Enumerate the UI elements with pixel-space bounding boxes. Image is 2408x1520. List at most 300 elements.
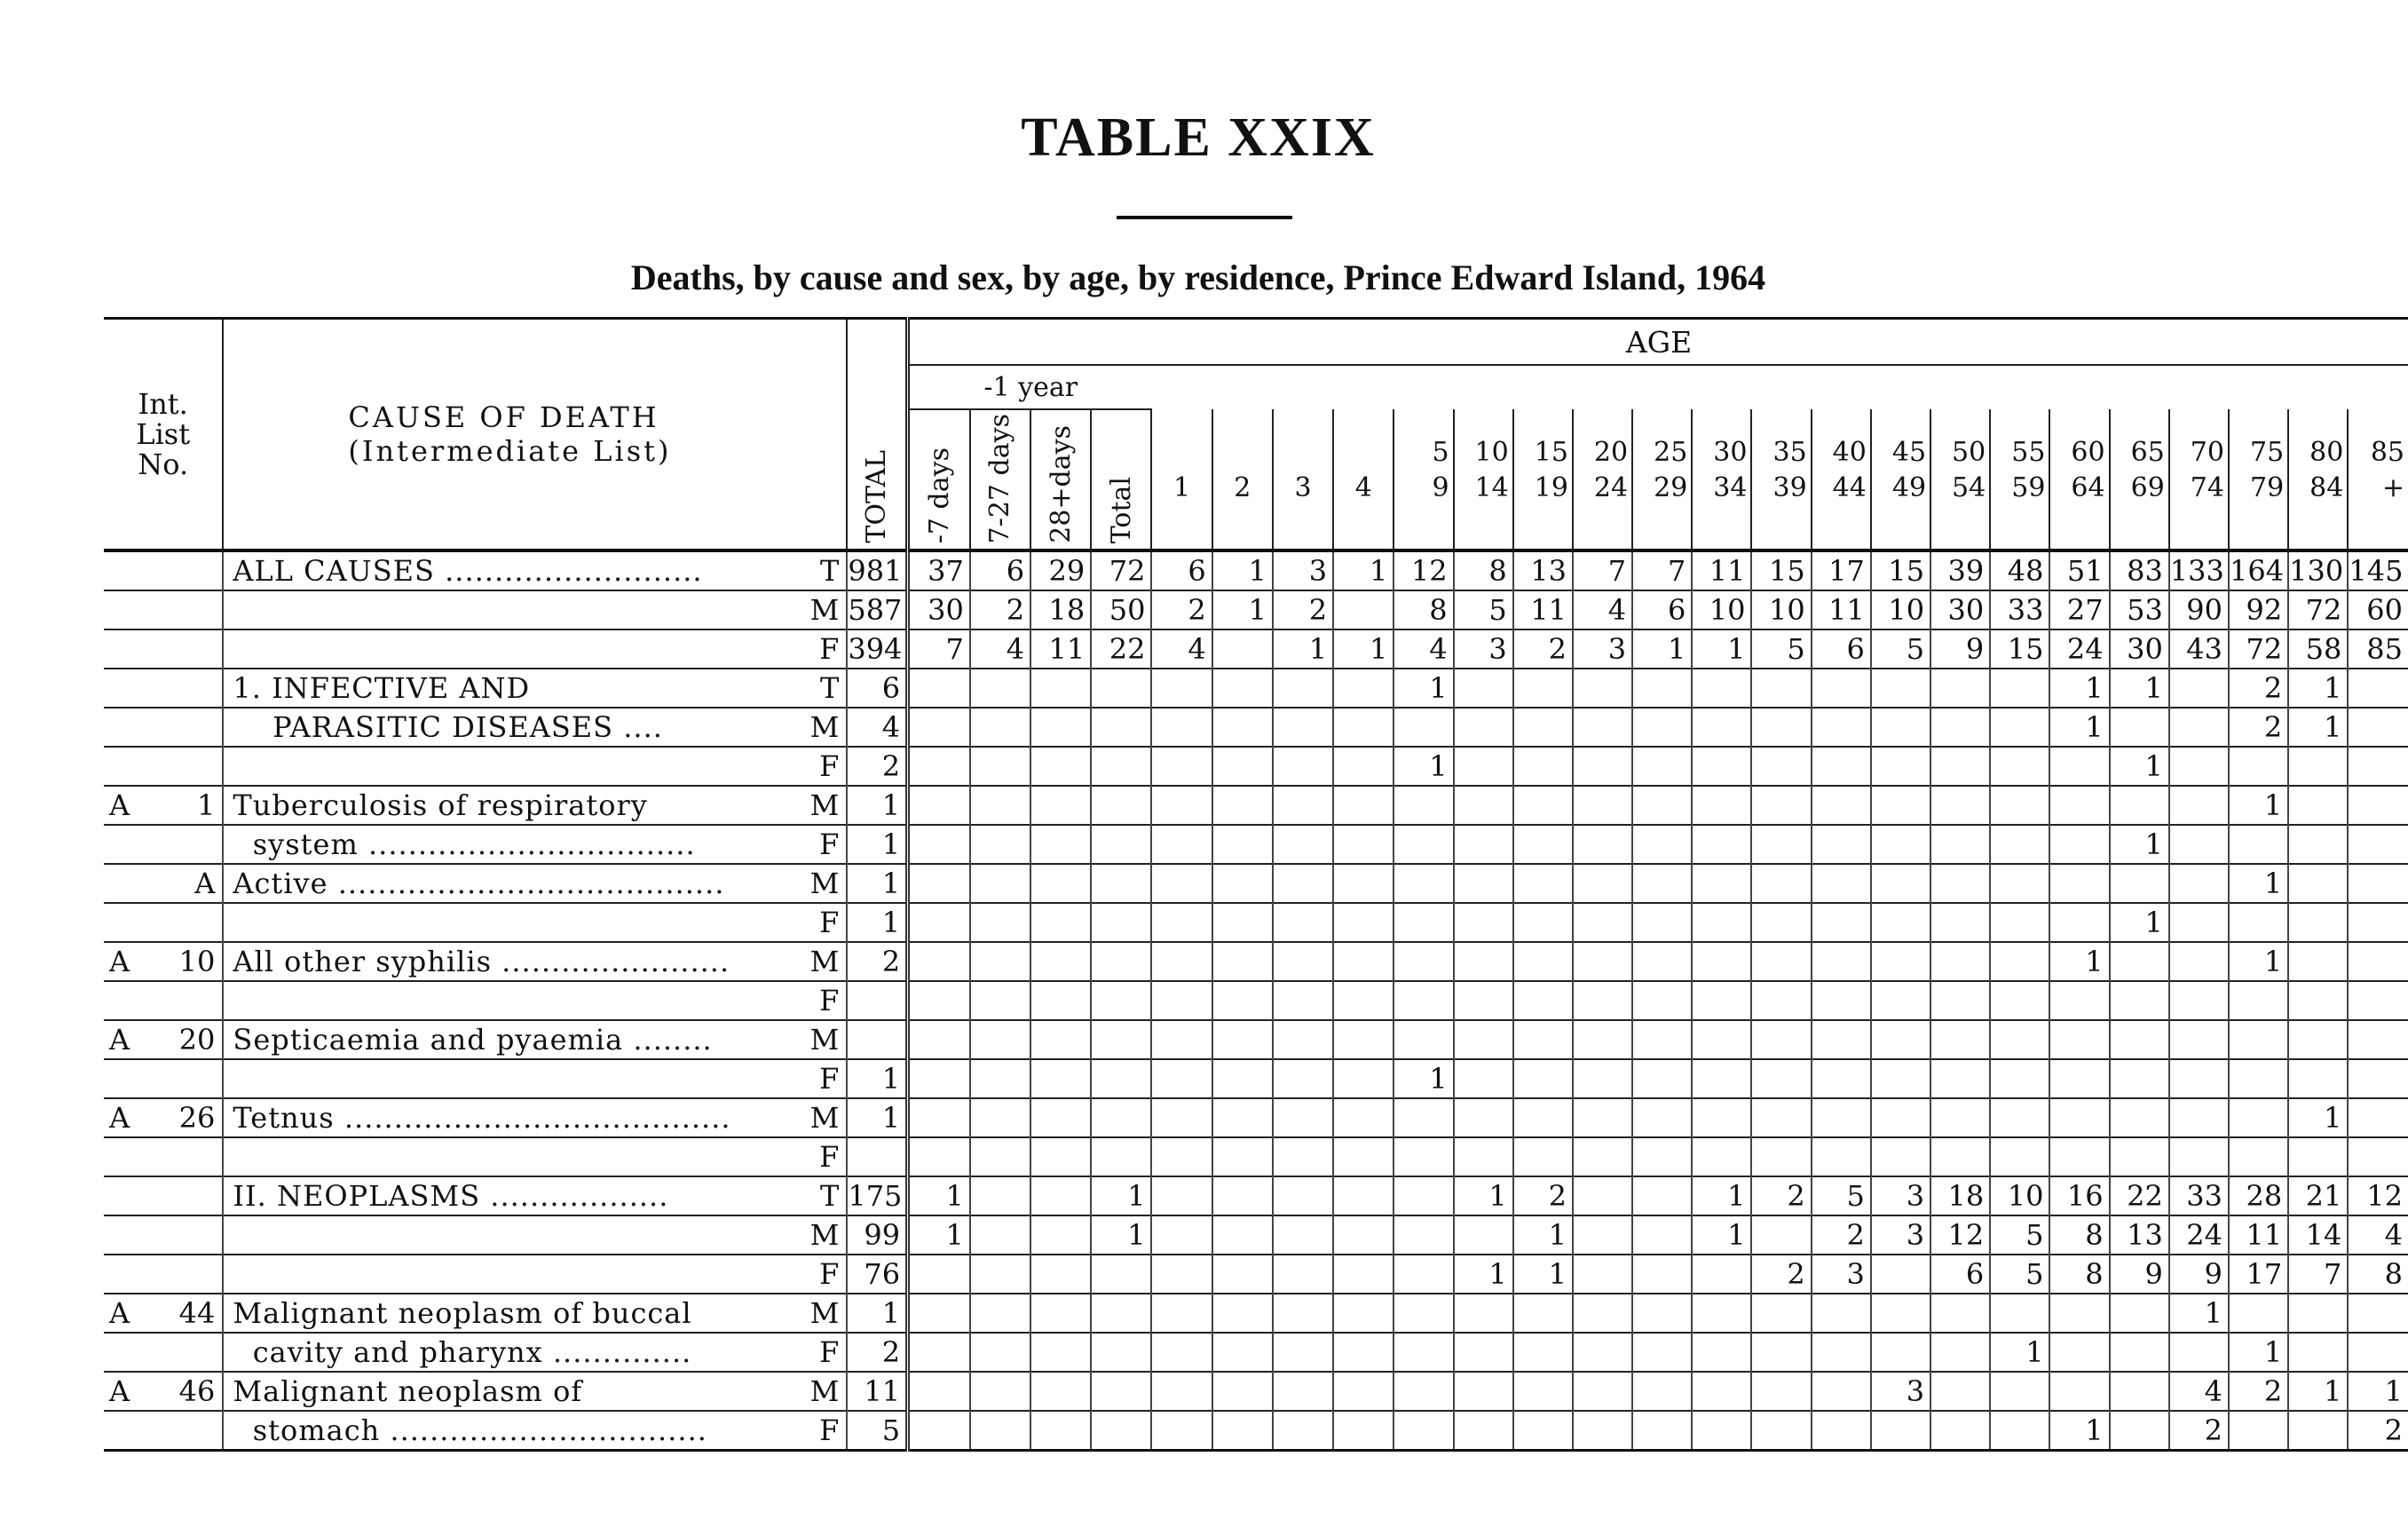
value-cell: 17 xyxy=(1812,550,1871,590)
value-cell xyxy=(2348,669,2408,708)
header-age-group-bound: 84 xyxy=(2309,472,2344,503)
page-subtitle: Deaths, by cause and sex, by age, by residence, Prince Edward Island, 1964 xyxy=(630,257,1766,297)
value-cell: 9 xyxy=(1930,629,1990,669)
value-cell: 3 xyxy=(1871,1176,1930,1215)
cause-label: Septicaemia and pyaemia ........ xyxy=(223,1020,792,1059)
value-cell xyxy=(1212,1176,1273,1215)
total-cell: 1 xyxy=(847,864,907,903)
value-cell: 5 xyxy=(1812,1176,1871,1215)
value-cell xyxy=(1393,1176,1453,1215)
value-cell xyxy=(1632,786,1692,825)
page-title: TABLE XXIX xyxy=(1021,107,1376,168)
value-cell xyxy=(2348,1020,2408,1059)
value-cell: 1 xyxy=(1692,1215,1751,1255)
value-cell xyxy=(970,825,1030,864)
value-cell xyxy=(1393,825,1453,864)
value-cell: 2 xyxy=(1273,590,1333,629)
sex-code: F xyxy=(792,629,847,669)
header-list-no-line: No. xyxy=(138,447,189,481)
value-cell xyxy=(1333,1333,1393,1372)
table-row xyxy=(104,1294,2408,1333)
value-cell xyxy=(1513,1294,1573,1333)
value-cell xyxy=(1030,1333,1091,1372)
value-cell xyxy=(1632,1372,1692,1411)
list-number: 20 xyxy=(159,1020,223,1059)
value-cell xyxy=(2229,747,2288,786)
value-cell xyxy=(2110,1333,2169,1372)
value-cell xyxy=(1273,1215,1333,1255)
sex-code: M xyxy=(792,1098,847,1137)
list-number xyxy=(159,1215,223,1255)
value-cell xyxy=(1871,669,1930,708)
value-cell xyxy=(1990,942,2049,981)
value-cell xyxy=(1871,1059,1930,1098)
value-cell xyxy=(970,1215,1030,1255)
value-cell xyxy=(1212,981,1273,1020)
value-cell xyxy=(1692,669,1751,708)
value-cell xyxy=(908,1059,970,1098)
header-age-group-bound: 70 xyxy=(2190,437,2224,468)
value-cell: 1 xyxy=(1632,629,1692,669)
value-cell xyxy=(1990,864,2049,903)
value-cell xyxy=(970,1020,1030,1059)
value-cell xyxy=(908,1372,970,1411)
value-cell xyxy=(1573,1215,1632,1255)
value-cell xyxy=(2110,708,2169,747)
value-cell xyxy=(1692,1059,1751,1098)
value-cell xyxy=(1030,981,1091,1020)
list-letter xyxy=(104,590,159,629)
value-cell xyxy=(2348,786,2408,825)
header-age-group xyxy=(1573,409,1632,550)
list-letter xyxy=(104,1333,159,1372)
total-cell: 6 xyxy=(847,669,907,708)
value-cell xyxy=(1930,903,1990,942)
header-age-group-bound: 54 xyxy=(1952,472,1986,503)
value-cell xyxy=(1454,825,1513,864)
list-number xyxy=(159,981,223,1020)
value-cell xyxy=(1212,1333,1273,1372)
value-cell xyxy=(1030,1372,1091,1411)
value-cell xyxy=(2288,981,2348,1020)
value-cell xyxy=(1990,747,2049,786)
header-age-group-bound: 5 xyxy=(1432,437,1449,468)
value-cell xyxy=(1812,747,1871,786)
value-cell xyxy=(1930,981,1990,1020)
value-cell xyxy=(2348,1059,2408,1098)
value-cell xyxy=(2348,981,2408,1020)
value-cell xyxy=(1751,1059,1811,1098)
header-infant-label: 7-27 days xyxy=(984,413,1016,543)
value-cell: 83 xyxy=(2110,550,2169,590)
value-cell xyxy=(2288,786,2348,825)
value-cell xyxy=(1151,942,1212,981)
header-age-group-bound: 25 xyxy=(1654,437,1688,468)
sex-code: F xyxy=(792,1137,847,1176)
value-cell: 7 xyxy=(1632,550,1692,590)
value-cell xyxy=(1151,981,1212,1020)
value-cell: 90 xyxy=(2169,590,2229,629)
value-cell xyxy=(1573,747,1632,786)
value-cell: 13 xyxy=(2110,1215,2169,1255)
header-age-group-bound: 74 xyxy=(2190,472,2224,503)
value-cell xyxy=(2049,1020,2109,1059)
value-cell xyxy=(1333,1411,1393,1451)
value-cell xyxy=(1273,669,1333,708)
value-cell: 5 xyxy=(1990,1215,2049,1255)
value-cell xyxy=(1751,981,1811,1020)
value-cell xyxy=(2110,1137,2169,1176)
value-cell: 8 xyxy=(2348,1255,2408,1294)
value-cell xyxy=(2110,942,2169,981)
header-age-group xyxy=(1513,409,1573,550)
total-cell: 1 xyxy=(847,1294,907,1333)
value-cell xyxy=(1930,1137,1990,1176)
value-cell xyxy=(970,747,1030,786)
value-cell xyxy=(1632,1137,1692,1176)
table-row xyxy=(104,864,2408,903)
total-cell: 175 xyxy=(847,1176,907,1215)
value-cell: 53 xyxy=(2110,590,2169,629)
value-cell xyxy=(1632,1098,1692,1137)
total-cell: 1 xyxy=(847,825,907,864)
sex-code: M xyxy=(792,708,847,747)
header-age-group-bound: 50 xyxy=(1952,437,1986,468)
value-cell xyxy=(2169,669,2229,708)
value-cell xyxy=(1273,825,1333,864)
value-cell xyxy=(1692,1372,1751,1411)
value-cell xyxy=(1632,1176,1692,1215)
value-cell xyxy=(2049,1098,2109,1137)
value-cell: 1 xyxy=(1692,1176,1751,1215)
header-age-group-bound: 15 xyxy=(1534,437,1568,468)
list-letter xyxy=(104,1255,159,1294)
value-cell xyxy=(970,708,1030,747)
cause-label: II. NEOPLASMS .................. xyxy=(223,1176,792,1215)
cause-label: Active ....................................... xyxy=(223,864,792,903)
table-row xyxy=(104,1333,2408,1372)
value-cell: 11 xyxy=(1692,550,1751,590)
value-cell xyxy=(1990,708,2049,747)
value-cell xyxy=(970,1294,1030,1333)
value-cell xyxy=(970,1372,1030,1411)
cause-label xyxy=(223,1059,792,1098)
value-cell xyxy=(1393,1255,1453,1294)
value-cell: 27 xyxy=(2049,590,2109,629)
value-cell: 164 xyxy=(2229,550,2288,590)
value-cell xyxy=(1212,629,1273,669)
value-cell: 1 xyxy=(1513,1215,1573,1255)
value-cell xyxy=(2288,942,2348,981)
value-cell: 6 xyxy=(1812,629,1871,669)
total-cell: 2 xyxy=(847,942,907,981)
value-cell: 11 xyxy=(1812,590,1871,629)
value-cell xyxy=(1513,1059,1573,1098)
header-infant-label: -7 days xyxy=(923,447,955,543)
header-age-group-bound: 20 xyxy=(1593,437,1629,468)
value-cell xyxy=(1632,1059,1692,1098)
value-cell xyxy=(2049,786,2109,825)
value-cell xyxy=(1812,942,1871,981)
sex-code: M xyxy=(792,1020,847,1059)
table-row xyxy=(104,981,2408,1020)
sex-code: F xyxy=(792,903,847,942)
value-cell xyxy=(1091,747,1151,786)
sex-code: T xyxy=(792,669,847,708)
value-cell xyxy=(1990,786,2049,825)
value-cell xyxy=(1812,1020,1871,1059)
value-cell xyxy=(908,825,970,864)
value-cell xyxy=(1091,1411,1151,1451)
table-row xyxy=(104,1059,2408,1098)
value-cell xyxy=(1692,1137,1751,1176)
value-cell xyxy=(1573,1294,1632,1333)
value-cell xyxy=(1751,1215,1811,1255)
list-number xyxy=(159,747,223,786)
value-cell: 130 xyxy=(2288,550,2348,590)
value-cell xyxy=(1333,786,1393,825)
value-cell xyxy=(1812,669,1871,708)
header-age-group xyxy=(2110,409,2169,550)
value-cell xyxy=(1273,903,1333,942)
value-cell: 22 xyxy=(1091,629,1151,669)
value-cell: 2 xyxy=(1812,1215,1871,1255)
value-cell xyxy=(1030,825,1091,864)
value-cell: 33 xyxy=(1990,590,2049,629)
value-cell xyxy=(1812,825,1871,864)
value-cell xyxy=(1871,747,1930,786)
total-cell xyxy=(847,1137,907,1176)
value-cell xyxy=(1091,903,1151,942)
value-cell xyxy=(1151,903,1212,942)
value-cell xyxy=(2348,1137,2408,1176)
value-cell xyxy=(1812,864,1871,903)
cause-label: Malignant neoplasm of xyxy=(223,1372,792,1411)
value-cell xyxy=(1333,747,1393,786)
value-cell xyxy=(1091,825,1151,864)
value-cell: 15 xyxy=(1990,629,2049,669)
value-cell xyxy=(1091,1333,1151,1372)
table-row xyxy=(104,942,2408,981)
cause-label: Malignant neoplasm of buccal xyxy=(223,1294,792,1333)
value-cell: 1 xyxy=(2229,864,2288,903)
table-row xyxy=(104,669,2408,708)
value-cell xyxy=(2288,825,2348,864)
header-age-group-bound: 14 xyxy=(1474,472,1509,503)
list-number xyxy=(159,1176,223,1215)
header-age-group-bound: 59 xyxy=(2011,472,2046,503)
value-cell: 8 xyxy=(2049,1255,2109,1294)
value-cell: 11 xyxy=(2229,1215,2288,1255)
value-cell: 2 xyxy=(1151,590,1212,629)
value-cell: 1 xyxy=(2049,708,2109,747)
value-cell: 58 xyxy=(2288,629,2348,669)
value-cell: 12 xyxy=(1393,550,1453,590)
value-cell xyxy=(1751,1333,1811,1372)
value-cell: 30 xyxy=(908,590,970,629)
value-cell xyxy=(1812,1059,1871,1098)
value-cell xyxy=(1273,1020,1333,1059)
value-cell xyxy=(1812,1098,1871,1137)
header-age-group-bound: 40 xyxy=(1832,437,1867,468)
value-cell xyxy=(1812,1372,1871,1411)
list-number: 46 xyxy=(159,1372,223,1411)
value-cell xyxy=(1751,1098,1811,1137)
value-cell xyxy=(1692,1020,1751,1059)
value-cell xyxy=(1990,1020,2049,1059)
value-cell xyxy=(1333,1372,1393,1411)
value-cell xyxy=(2110,786,2169,825)
header-list-no-line: List xyxy=(136,417,191,451)
value-cell: 5 xyxy=(1990,1255,2049,1294)
value-cell xyxy=(908,942,970,981)
list-letter: A xyxy=(104,786,159,825)
value-cell xyxy=(908,669,970,708)
value-cell xyxy=(1454,1020,1513,1059)
list-letter: A xyxy=(104,1020,159,1059)
header-single-age: 2 xyxy=(1212,409,1273,550)
value-cell: 133 xyxy=(2169,550,2229,590)
value-cell xyxy=(2110,1372,2169,1411)
value-cell xyxy=(1990,981,2049,1020)
value-cell xyxy=(1812,1294,1871,1333)
value-cell xyxy=(1692,981,1751,1020)
header-age-group-bound: 65 xyxy=(2130,437,2165,468)
value-cell xyxy=(1990,1098,2049,1137)
header-cause xyxy=(223,319,847,551)
table-row xyxy=(104,1020,2408,1059)
value-cell xyxy=(1990,1372,2049,1411)
value-cell xyxy=(1871,1137,1930,1176)
value-cell xyxy=(1513,1137,1573,1176)
value-cell: 1 xyxy=(1393,669,1453,708)
value-cell xyxy=(1513,1372,1573,1411)
value-cell xyxy=(1871,786,1930,825)
value-cell xyxy=(1812,786,1871,825)
value-cell xyxy=(1212,669,1273,708)
table-row xyxy=(104,550,2408,590)
value-cell xyxy=(1212,1294,1273,1333)
value-cell xyxy=(1454,786,1513,825)
value-cell xyxy=(1273,1137,1333,1176)
value-cell xyxy=(2348,903,2408,942)
value-cell xyxy=(1091,864,1151,903)
value-cell xyxy=(1632,1294,1692,1333)
value-cell xyxy=(1454,1137,1513,1176)
value-cell xyxy=(2169,708,2229,747)
value-cell xyxy=(1871,981,1930,1020)
value-cell xyxy=(1632,1215,1692,1255)
header-cause-sub: (Intermediate List) xyxy=(348,434,672,468)
value-cell xyxy=(1692,942,1751,981)
list-number xyxy=(159,669,223,708)
value-cell xyxy=(1393,708,1453,747)
value-cell xyxy=(1692,864,1751,903)
header-age-group-bound: 79 xyxy=(2249,472,2285,503)
value-cell xyxy=(2169,1059,2229,1098)
table-row xyxy=(104,1098,2408,1137)
value-cell: 1 xyxy=(908,1215,970,1255)
value-cell xyxy=(1091,1294,1151,1333)
value-cell xyxy=(908,864,970,903)
value-cell xyxy=(1573,1020,1632,1059)
table-row xyxy=(104,708,2408,747)
value-cell: 4 xyxy=(1151,629,1212,669)
value-cell: 10 xyxy=(1692,590,1751,629)
cause-label xyxy=(223,981,792,1020)
value-cell xyxy=(1812,981,1871,1020)
cause-label xyxy=(223,590,792,629)
value-cell xyxy=(1454,708,1513,747)
total-cell: 2 xyxy=(847,1333,907,1372)
table-row xyxy=(104,747,2408,786)
value-cell: 37 xyxy=(908,550,970,590)
value-cell: 10 xyxy=(1751,590,1811,629)
value-cell xyxy=(1212,786,1273,825)
value-cell xyxy=(1871,1294,1930,1333)
value-cell xyxy=(2169,942,2229,981)
sex-code: M xyxy=(792,786,847,825)
header-age-group xyxy=(2229,409,2288,550)
total-cell: 11 xyxy=(847,1372,907,1411)
value-cell xyxy=(2049,1294,2109,1333)
value-cell xyxy=(908,786,970,825)
value-cell xyxy=(1751,786,1811,825)
value-cell: 5 xyxy=(1871,629,1930,669)
value-cell xyxy=(908,981,970,1020)
header-age-group-bound: 55 xyxy=(2011,437,2046,468)
value-cell xyxy=(2229,1294,2288,1333)
value-cell xyxy=(1393,1294,1453,1333)
header-age-group xyxy=(1930,409,1990,550)
value-cell xyxy=(1212,1020,1273,1059)
value-cell: 18 xyxy=(1930,1176,1990,1215)
value-cell: 50 xyxy=(1091,590,1151,629)
header-age-group xyxy=(1990,409,2049,550)
value-cell xyxy=(1393,903,1453,942)
value-cell xyxy=(1273,864,1333,903)
value-cell xyxy=(2229,1059,2288,1098)
value-cell xyxy=(2348,942,2408,981)
value-cell xyxy=(1692,1255,1751,1294)
sex-code: M xyxy=(792,864,847,903)
value-cell xyxy=(908,1411,970,1451)
value-cell xyxy=(1632,669,1692,708)
value-cell xyxy=(2288,1333,2348,1372)
cause-label: 1. INFECTIVE AND xyxy=(223,669,792,708)
value-cell xyxy=(1030,1411,1091,1451)
value-cell xyxy=(1030,747,1091,786)
value-cell xyxy=(1454,942,1513,981)
table-header xyxy=(104,319,2408,551)
value-cell xyxy=(970,786,1030,825)
value-cell xyxy=(1751,1372,1811,1411)
header-age-group-bound: 60 xyxy=(2071,437,2105,468)
header-age-group xyxy=(1454,409,1513,550)
value-cell xyxy=(1751,903,1811,942)
value-cell xyxy=(1573,1411,1632,1451)
value-cell: 11 xyxy=(1513,590,1573,629)
value-cell xyxy=(970,864,1030,903)
value-cell xyxy=(1632,747,1692,786)
cause-label xyxy=(223,1255,792,1294)
value-cell xyxy=(1513,1020,1573,1059)
value-cell: 17 xyxy=(2229,1255,2288,1294)
value-cell xyxy=(1573,1255,1632,1294)
value-cell xyxy=(1333,1255,1393,1294)
value-cell xyxy=(2348,747,2408,786)
value-cell xyxy=(1273,747,1333,786)
